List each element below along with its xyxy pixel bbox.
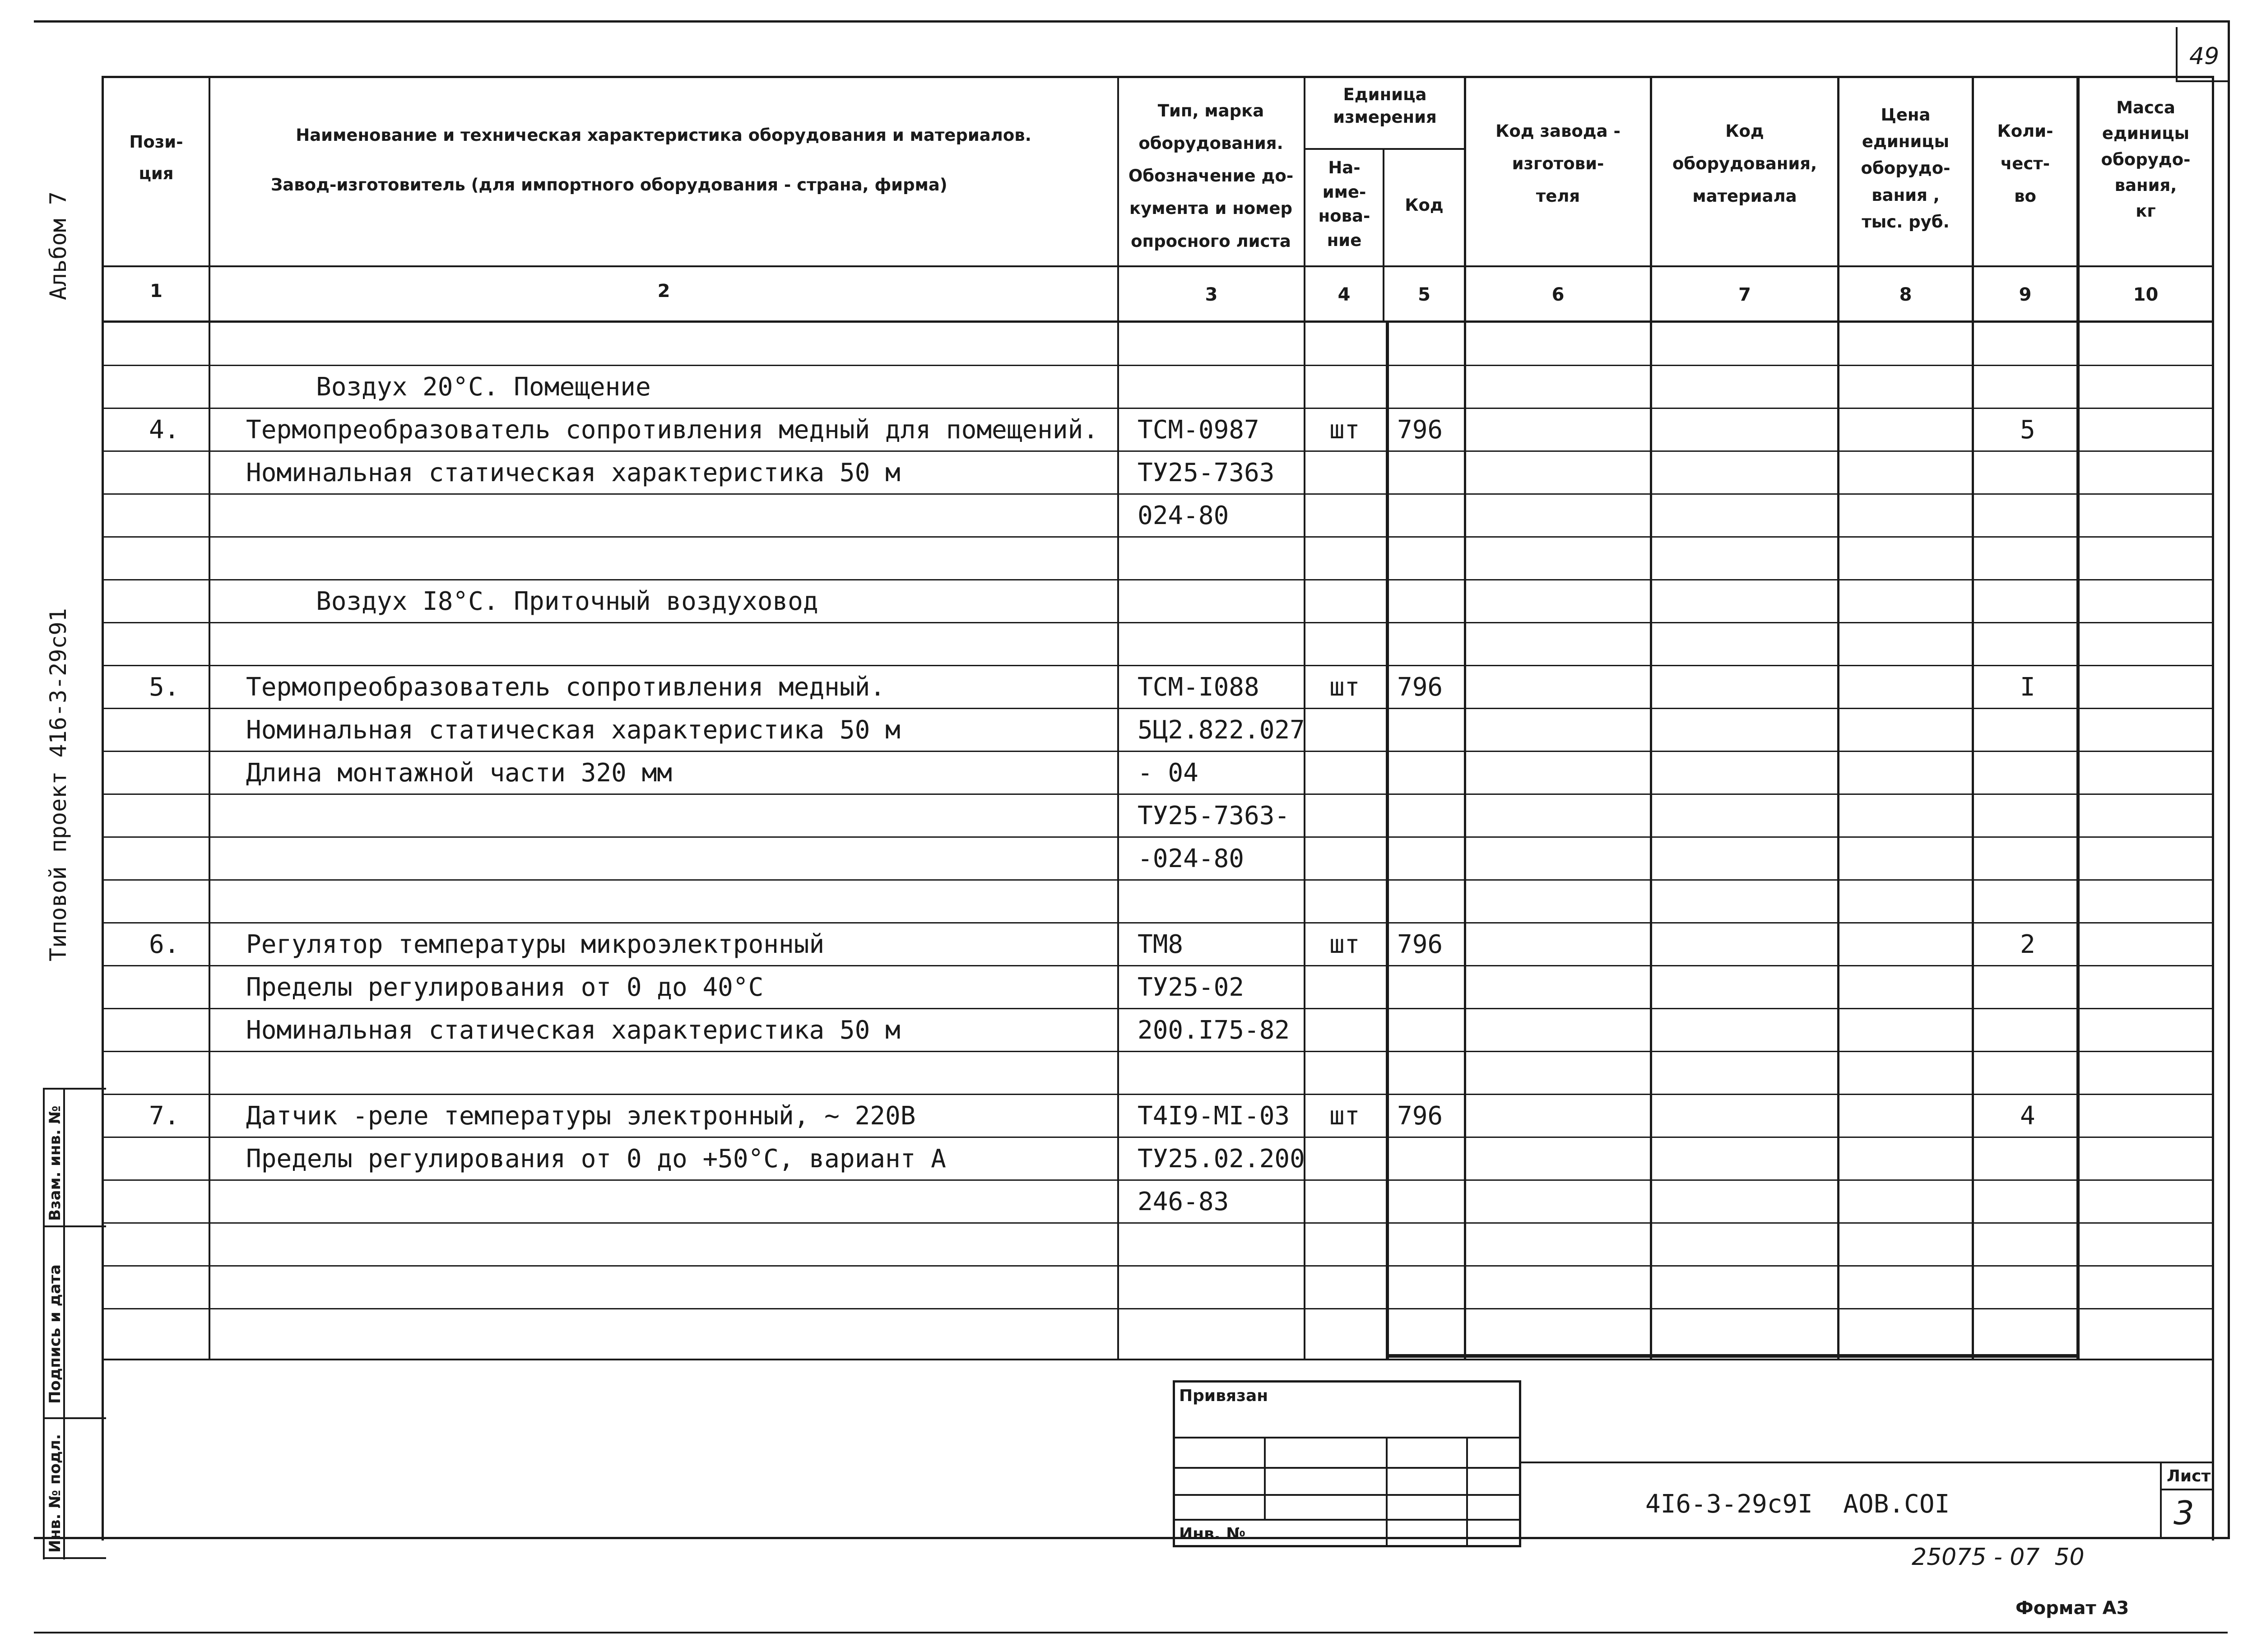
frame-bottom-line bbox=[34, 1537, 2230, 1539]
stamp-box-left bbox=[1173, 1380, 1175, 1547]
row-type: Т4I9-МI-03 bbox=[1138, 1101, 1290, 1131]
col-line-4b bbox=[1386, 322, 1389, 1360]
table-body-bottom bbox=[102, 1359, 2214, 1360]
col-line-2 bbox=[1117, 76, 1119, 1360]
row-type: ТУ25-7363- bbox=[1138, 801, 1290, 831]
page-number-box-left bbox=[2176, 27, 2178, 81]
side-stamp-bottom bbox=[43, 1557, 106, 1559]
stamp-col2 bbox=[1386, 1437, 1388, 1546]
side-stamp-vzam: Взам. инв. № bbox=[46, 1105, 64, 1221]
header-equipment-code: Код оборудования, материала bbox=[1672, 121, 1817, 206]
row-divider bbox=[102, 493, 2214, 495]
row-divider bbox=[102, 1265, 2214, 1267]
row-type: ТУ25-7363 bbox=[1138, 458, 1275, 487]
side-stamp-inv: Инв. № подл. bbox=[46, 1434, 64, 1553]
header-unit: Единица измерения bbox=[1333, 85, 1437, 127]
row-position: 4. bbox=[149, 415, 180, 445]
row-position: 5. bbox=[149, 673, 180, 702]
header-bottom bbox=[102, 265, 2214, 267]
frame-top-line bbox=[34, 20, 2228, 23]
row-name: Длина монтажной части 320 мм bbox=[246, 758, 673, 788]
row-divider bbox=[102, 408, 2214, 409]
row-type: 5Ц2.822.027 bbox=[1138, 715, 1305, 745]
colnum-10: 10 bbox=[2133, 284, 2159, 305]
row-name: Номинальная статическая характеристика 50 м bbox=[246, 1016, 901, 1045]
stamp-box-top bbox=[1173, 1380, 1520, 1383]
row-type: ТСМ-0987 bbox=[1138, 415, 1259, 445]
stamp-col1 bbox=[1264, 1437, 1266, 1519]
row-name: Воздух I8°С. Приточный воздуховод bbox=[316, 587, 818, 616]
row-name: Воздух 20°С. Помещение bbox=[316, 372, 651, 402]
header-type: Тип, марка оборудования. Обозначение до- кумента и номер опросного листа bbox=[1128, 101, 1294, 251]
side-stamp-sep2 bbox=[43, 1417, 106, 1419]
col-line-8 bbox=[1972, 76, 1974, 1360]
row-divider bbox=[102, 365, 2214, 366]
row-divider bbox=[102, 879, 2214, 881]
list-value: 3 bbox=[2173, 1494, 2194, 1532]
header-factory-code: Код завода - изготови- теля bbox=[1495, 121, 1621, 206]
page-footer-line bbox=[34, 1632, 2228, 1633]
stamp-col3 bbox=[1466, 1437, 1468, 1546]
row-code: 796 bbox=[1397, 930, 1443, 959]
colnum-8: 8 bbox=[1899, 284, 1912, 305]
album-label: Альбом 7 bbox=[45, 191, 71, 300]
row-code: 796 bbox=[1397, 415, 1443, 445]
row-name: Регулятор температуры микроэлектронный bbox=[246, 930, 825, 959]
row-divider bbox=[102, 794, 2214, 795]
row-divider bbox=[102, 965, 2214, 966]
list-label: Лист bbox=[2167, 1467, 2211, 1485]
colnum-6: 6 bbox=[1551, 284, 1565, 305]
row-divider bbox=[102, 1094, 2214, 1095]
page-number: 49 bbox=[2189, 43, 2220, 70]
colnum-4: 4 bbox=[1337, 284, 1351, 305]
row-name: Пределы регулирования от 0 до +50°С, вариант А bbox=[246, 1144, 946, 1174]
row-name: Термопреобразователь сопротивления медный. bbox=[246, 673, 886, 702]
row-divider bbox=[102, 579, 2214, 580]
title-block-top bbox=[1520, 1462, 2213, 1463]
header-name-line1: Наименование и техническая характеристика оборудования и материалов. bbox=[296, 125, 1031, 145]
row-unit: шт bbox=[1329, 930, 1360, 959]
colnum-3: 3 bbox=[1205, 284, 1218, 305]
side-stamp-left bbox=[43, 1088, 45, 1559]
row-name: Номинальная статическая характеристика 50 м bbox=[246, 458, 901, 487]
row-type: - 04 bbox=[1138, 758, 1198, 788]
row-code: 796 bbox=[1397, 673, 1443, 702]
stamp-box-bottom bbox=[1173, 1545, 1520, 1547]
row-code: 796 bbox=[1397, 1101, 1443, 1131]
row-type: 024-80 bbox=[1138, 501, 1229, 530]
row-type: 246-83 bbox=[1138, 1187, 1229, 1216]
row-name: Номинальная статическая характеристика 50 м bbox=[246, 715, 901, 745]
row-name: Датчик -реле температуры электронный, ~ 220В bbox=[246, 1101, 916, 1131]
row-type: ТСМ-I088 bbox=[1138, 673, 1259, 702]
stamp-row2 bbox=[1173, 1467, 1520, 1469]
row-quantity: I bbox=[2020, 673, 2035, 702]
row-position: 6. bbox=[149, 930, 180, 959]
bottom-number: 25075 - 07 50 bbox=[1912, 1544, 2085, 1571]
header-name-line2: Завод-изготовитель (для импортного оборудования - страна, фирма) bbox=[271, 175, 947, 195]
col-line-5 bbox=[1464, 76, 1466, 1360]
stamp-row1 bbox=[1173, 1437, 1520, 1439]
row-type: -024-80 bbox=[1138, 844, 1245, 873]
side-stamp-sep1 bbox=[43, 1225, 106, 1227]
colnum-1: 1 bbox=[150, 281, 163, 302]
row-divider bbox=[102, 1008, 2214, 1009]
col-line-7 bbox=[1837, 76, 1839, 1360]
table-top bbox=[102, 76, 2214, 78]
row-divider bbox=[102, 450, 2214, 452]
page-number-box-bottom bbox=[2176, 80, 2230, 82]
col-line-6 bbox=[1650, 76, 1652, 1360]
row-divider bbox=[102, 836, 2214, 838]
header-unit-code: Код bbox=[1405, 195, 1444, 215]
side-stamp-top bbox=[43, 1088, 106, 1090]
row-divider bbox=[102, 1137, 2214, 1138]
row-unit: шт bbox=[1329, 415, 1360, 445]
row-divider bbox=[102, 922, 2214, 923]
row-quantity: 2 bbox=[2020, 930, 2035, 959]
stamp-row3 bbox=[1173, 1494, 1520, 1496]
header-position: Пози- ция bbox=[129, 132, 183, 184]
table-right bbox=[2212, 76, 2214, 1541]
unit-subheader-line bbox=[1304, 148, 1466, 150]
document-designation: 4I6-3-29с9I АОВ.СОI bbox=[1645, 1490, 1950, 1519]
stamp-privyazan: Привязан bbox=[1179, 1387, 1268, 1405]
header-price: Цена единицы оборудо- вания , тыс. руб. bbox=[1861, 105, 1950, 232]
row-divider bbox=[102, 622, 2214, 623]
frame-right-line bbox=[2228, 20, 2230, 1539]
row-type: 200.I75-82 bbox=[1138, 1016, 1290, 1045]
row-type: ТУ25.02.200 bbox=[1138, 1144, 1305, 1174]
header-quantity: Коли- чест- во bbox=[1997, 121, 2053, 206]
row-divider bbox=[102, 665, 2214, 666]
row-quantity: 4 bbox=[2020, 1101, 2035, 1131]
side-stamp-podpis: Подпись и дата bbox=[46, 1264, 64, 1404]
cols-5-9-bottom bbox=[1386, 1354, 2080, 1358]
row-divider bbox=[102, 536, 2214, 538]
list-box-left bbox=[2160, 1462, 2162, 1539]
stamp-inv-no: Инв. № bbox=[1179, 1525, 1246, 1543]
stamp-row4 bbox=[1173, 1519, 1520, 1521]
colnum-7: 7 bbox=[1738, 284, 1751, 305]
row-quantity: 5 bbox=[2020, 415, 2035, 445]
row-name: Термопреобразователь сопротивления медный для помещений. bbox=[246, 415, 1099, 445]
row-type: ТМ8 bbox=[1138, 930, 1184, 959]
row-type: ТУ25-02 bbox=[1138, 973, 1245, 1002]
col-line-9 bbox=[2076, 76, 2080, 1360]
project-label: Типовой проект 416-3-29с91 bbox=[45, 608, 71, 961]
row-divider bbox=[102, 1308, 2214, 1309]
row-divider bbox=[102, 1222, 2214, 1224]
row-unit: шт bbox=[1329, 1101, 1360, 1131]
colnum-9: 9 bbox=[2019, 284, 2032, 305]
colnum-2: 2 bbox=[657, 281, 670, 302]
row-divider bbox=[102, 1179, 2214, 1181]
col-line-1 bbox=[209, 76, 210, 1360]
row-unit: шт bbox=[1329, 673, 1360, 702]
header-mass: Масса единицы оборудо- вания, кг bbox=[2101, 98, 2191, 221]
colnum-bottom bbox=[102, 320, 2214, 323]
row-divider bbox=[102, 1051, 2214, 1052]
row-divider bbox=[102, 751, 2214, 752]
row-position: 7. bbox=[149, 1101, 180, 1131]
list-box-mid bbox=[2160, 1489, 2214, 1490]
stamp-box-right bbox=[1519, 1380, 1521, 1547]
row-name: Пределы регулирования от 0 до 40°С bbox=[246, 973, 764, 1002]
header-unit-name: На- име- нова- ние bbox=[1318, 158, 1370, 250]
colnum-5: 5 bbox=[1418, 284, 1430, 305]
format-label: Формат А3 bbox=[2016, 1598, 2129, 1619]
row-divider bbox=[102, 708, 2214, 709]
